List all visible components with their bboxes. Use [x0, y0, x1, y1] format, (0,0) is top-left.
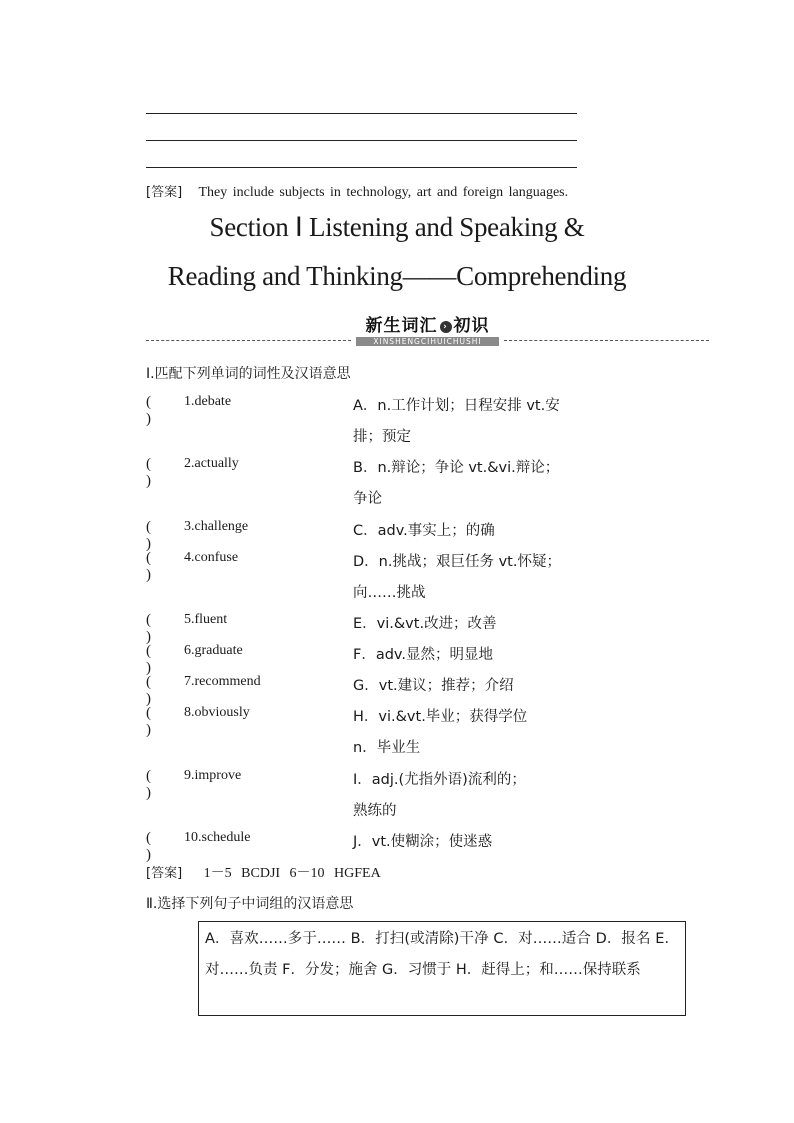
word: 4.confuse [184, 550, 239, 565]
word: 5.fluent [184, 612, 228, 627]
answer-key: 1－5 BCDJI 6－10 HGFEA [203, 866, 381, 881]
definition-continuation: n．毕业生 [353, 740, 421, 756]
answer-blank: ( ) [146, 643, 151, 676]
section-title-line-1: Section Ⅰ Listening and Speaking & [209, 212, 585, 242]
word: 10.schedule [184, 830, 251, 845]
answer-blank: ( ) [146, 456, 151, 489]
word: 7.recommend [184, 674, 261, 689]
part2-heading: Ⅱ.选择下列句子中词组的汉语意思 [146, 896, 354, 912]
definition: G．vt.建议；推荐；介绍 [353, 678, 514, 694]
banner-divider-right [504, 340, 709, 341]
definition: F．adv.显然；明显地 [353, 647, 493, 663]
answer-blank: ( ) [146, 674, 151, 707]
answer-blank: ( ) [146, 394, 151, 427]
answer-blank: ( ) [146, 550, 151, 583]
phrase-options-box: A．喜欢……多于…… B．打扫(或清除)干净 C．对……适合 D．报名 E．对……负责 F．分发；施舍 G．习惯于 H．赶得上；和……保持联系 [198, 921, 686, 1016]
blank-line-2 [146, 140, 577, 141]
definition: J．vt.使糊涂；使迷惑 [353, 834, 493, 850]
vocab-banner [146, 312, 709, 348]
banner-title-right: 初识 [453, 316, 490, 336]
definition: B．n.辩论；争论 vt.&vi.辩论； [353, 460, 560, 476]
definition: A．n.工作计划；日程安排 vt.安 [353, 398, 560, 414]
definition-continuation: 排；预定 [353, 429, 411, 445]
definition-continuation: 争论 [353, 491, 382, 507]
word: 9.improve [184, 768, 242, 783]
top-answer [146, 181, 568, 201]
definition: H．vi.&vt.毕业；获得学位 [353, 709, 528, 725]
arrow-icon: › [440, 321, 452, 333]
word: 6.graduate [184, 643, 243, 658]
answer-text: They include subjects in technology, art and foreign languages. [198, 185, 569, 200]
word: 2.actually [184, 456, 239, 471]
answer-blank: ( ) [146, 830, 151, 863]
banner-pinyin: XINSHENGCIHUICHUSHI [356, 337, 499, 346]
part1-answer [146, 862, 381, 882]
definition: E．vi.&vt.改进；改善 [353, 616, 497, 632]
word: 1.debate [184, 394, 232, 409]
definition: I．adj.(尤指外语)流利的； [353, 772, 526, 788]
banner-label [356, 315, 499, 346]
definition-continuation: 向……挑战 [353, 585, 426, 601]
word: 8.obviously [184, 705, 250, 720]
blank-line-1 [146, 113, 577, 114]
answer-blank: ( ) [146, 705, 151, 738]
answer-tag: [答案] [146, 866, 183, 881]
banner-title-left: 新生词汇 [365, 316, 438, 336]
answer-tag: [答案] [146, 185, 183, 200]
definition: C．adv.事实上；的确 [353, 523, 495, 539]
part1-heading: Ⅰ.匹配下列单词的词性及汉语意思 [146, 366, 351, 382]
banner-divider-left [146, 340, 351, 341]
word: 3.challenge [184, 519, 249, 534]
answer-blank: ( ) [146, 768, 151, 801]
answer-blank: ( ) [146, 519, 151, 552]
section-title-line-2: Reading and Thinking——Comprehending [167, 261, 627, 291]
blank-line-3 [146, 167, 577, 168]
answer-blank: ( ) [146, 612, 151, 645]
definition-continuation: 熟练的 [353, 803, 397, 819]
definition: D．n.挑战；艰巨任务 vt.怀疑； [353, 554, 561, 570]
